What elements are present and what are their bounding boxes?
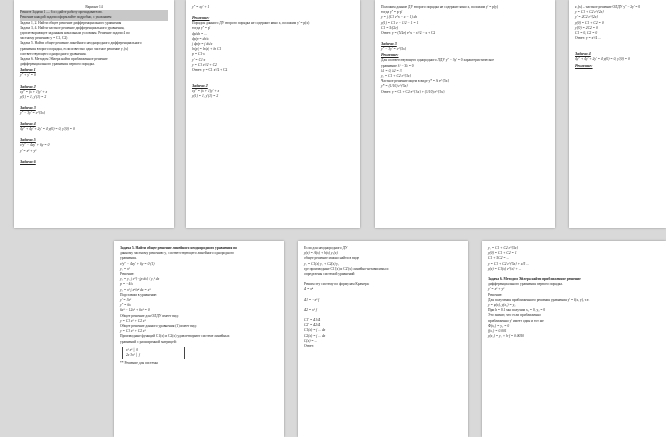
section-heading: Задача 5. Найти общее решение линейного неоднородного уравнения по [120, 246, 238, 250]
text-line: приближенно y' имеет один и тот же [488, 318, 544, 323]
text-line: Подставим в уравнение: [120, 292, 158, 297]
task-label: Задача 3 [381, 41, 397, 47]
task-label: Задача 4 [575, 51, 591, 57]
equation: y' = 2C2 e^{2x} [575, 15, 598, 20]
answer-line: Ответ: y = (5/2e) e^x − x²/2 − x + C2 [381, 31, 436, 36]
task-line: Задача 6. Методом Эйлера найти приближенное решение [20, 57, 108, 62]
equation: y = C1 x² + C2 x³ [120, 329, 146, 334]
equation: C1 = 0, C2 = 0 [575, 31, 598, 36]
equation: C2' = Δ2/Δ [304, 323, 321, 328]
task-label: Задача 1 [20, 67, 36, 73]
equation: y'' = 6x [120, 303, 131, 308]
task-line: удовлетворяющее заданным начальным условиям. Решение задачи 4 по [20, 31, 130, 36]
matrix-row: 2x 3x² │ f [126, 353, 140, 358]
answer-line: Ответ: y = C1 + C2 e^{3x} + (1/10) e^{5x} [381, 89, 445, 94]
equation: y = C1 x²/2 + C2 [192, 62, 217, 67]
equation: p = −4/x [120, 282, 133, 287]
note-line: y₁ = C1(x) y₁ + C2(x) y₂ [304, 261, 340, 266]
equation: y(0) = C1 + C2 = 1 [488, 251, 517, 256]
equation: y'' − 3y' = e^{5x} [381, 47, 407, 52]
intro-line-2: Решение каждой задачи оформляйте подробно, с указанием [20, 15, 168, 20]
text-line: Это значит, что если приближенно [488, 313, 541, 318]
equation: y₁ = x² [120, 266, 130, 271]
footer-note: ** Решение для системы [120, 361, 158, 366]
equation: f(x₁) = 0.001 [488, 329, 507, 334]
text-line: Положим данное ДУ второго порядка не содержит явно x, положим y' = p(y) [381, 5, 499, 9]
equation: y = C1 x² + C2 x³ [120, 318, 146, 323]
equation: C1' = Δ1/Δ [304, 318, 321, 323]
matrix-row: x² x³ │ 0 [126, 347, 139, 352]
task-line: соответствующего однородного уравнения. [20, 51, 87, 56]
equation: y' = x² + y² [488, 287, 505, 292]
task-label: Задача 5 [20, 137, 36, 143]
equation: C1 = 5/(2e) [381, 25, 398, 30]
equation: y₁ = C1 + C2 e^{5x} [488, 246, 518, 250]
equation: xy'' = (x + 1)y' + x [20, 89, 48, 94]
text-line: Производные функций C1(x) и C2(x) удовлетворяют системе линейных [120, 334, 230, 339]
text-line: Общее решение данного уравнения (1) имеет вид: [120, 324, 197, 329]
equation: p = C1·x [192, 52, 205, 57]
variant-title: Вариант 14 [85, 5, 103, 9]
equation: y₀ = C1 + C2 e^{3x} [381, 74, 411, 79]
equation: y = φ(x), y(x₀) = y₀ [488, 303, 516, 308]
equation: Ф(x₀) = y₀ = 0 [488, 323, 510, 328]
equation: dp/p = dx/x [192, 36, 209, 41]
equation: λ1 = 0, λ2 = 3 [381, 68, 402, 73]
task-line: уравнения второго порядка, если известно одно частное решение y₁(x) [20, 46, 129, 51]
equation: y = C1 + C2 e^{5x} + x/5 ... [488, 261, 529, 266]
solution-label: Решение: [192, 15, 210, 21]
equation: ln|p| = ln|x| + ln C1 [192, 47, 222, 52]
solution-label: Решение: [381, 52, 399, 58]
page-1 [14, 0, 174, 228]
equation: y' = x² + y² [20, 148, 37, 153]
answer-line: Ответ: [304, 344, 315, 349]
solution-label: Решение: [575, 62, 593, 68]
equation: y' = 3x² [120, 298, 132, 303]
task-label: Задача 3 [20, 105, 36, 111]
page-3 [375, 0, 555, 228]
intro-line-1: Решите Задачи 1 — 6 и сдайте работу преподавателю. [20, 10, 168, 15]
page-7 [482, 241, 666, 437]
answer-line: Ответ: y = x²/4 ... [575, 36, 601, 41]
task-line: Задача 1, 2. Найти общее решение дифференциального уравнения [20, 20, 122, 25]
equation: y(0) = C1 + C2 = 0 [575, 20, 604, 25]
equation: y'' = xy' + 1 [192, 5, 210, 9]
text-line: Частное решение ищем в виде y* = A e^{5x} [381, 79, 450, 84]
text-line: уравнения. [120, 256, 137, 261]
equation: 4y'' + 4y' + 2y' = 4 y(0) = 0, y'(0) = 0 [20, 127, 75, 132]
section-heading: Задача 6. Методом Эйлера найти приближенное решение [488, 277, 581, 282]
text-line: данному частному решению y₁ соответствующего линейного однородного [120, 251, 234, 256]
text-line: уравнение λ² − 3λ = 0 [381, 63, 414, 68]
equation: y = C1 + C2 e^{2x} [575, 10, 604, 15]
task-label: Задача 4 [20, 121, 36, 127]
equation: 6x³ − 12x³ + 6x³ = 0 [120, 308, 150, 313]
equation: C(x) = ... [304, 338, 318, 343]
note-line: Если для неоднородного ДУ [304, 246, 348, 250]
equation: y₂ = y₁ ∫ e^{−∫p dx} / y₁² dx [120, 277, 160, 282]
text-line: Решим эту систему по формулам Крамера: [304, 282, 370, 287]
equation: y* = (1/10) e^{5x} [381, 84, 408, 89]
equation: y = ∫ (C1 e^x − x − 1) dx [381, 15, 418, 20]
task-label: Задача 2 [20, 83, 36, 89]
page-4 [569, 0, 666, 228]
page-5 [114, 241, 284, 437]
note-line: определены системой уравнений [304, 272, 355, 277]
equation: y(x₂) = y₁ + h·f = 0.0050 [488, 334, 524, 339]
equation: Δ2 = x² f [304, 307, 317, 312]
augmented-matrix [122, 347, 185, 359]
note-line: общее решение можно найти в виде [304, 256, 360, 261]
solution-label: Решение: [488, 292, 503, 297]
equation: y'' − 3y' = e^{5x} [20, 111, 46, 116]
note-line: где производные C1'(x) и C2'(x) линейно-независимы и [304, 266, 389, 271]
equation: C1 + 5C2 = ... [488, 256, 510, 261]
equation: y'(0) = 2C2 = 0 [575, 25, 598, 30]
text-line: Для получения приближенного решения уравнения y' = f(x, y), т.е. [488, 297, 590, 302]
task-line: частному решению y = C1, C2) [20, 36, 68, 41]
page-6 [298, 241, 468, 437]
text-line: тогда y'' = p' [192, 26, 211, 31]
equation: xy'' = (x + 1)y' + x [192, 89, 220, 94]
answer-line: Ответ: y = C1 x²/2 + C2 [192, 68, 228, 73]
note-line: y(x) = A(x) + h(x) y₁(x) [304, 251, 338, 256]
equation: y'' + y' = 0 [20, 73, 36, 78]
text-line: Порядок данного ДУ второго порядка не содержит явно x, положим y' = p(x) [192, 21, 310, 26]
text-line: При h = 0.1 мы получим x₀ = 0, y₀ = 0 [488, 308, 546, 313]
equation: y₂ = x² ∫ x⁴/x⁴ dx = x³ [120, 287, 151, 292]
task-line: Задача 3, 4. Найти частное решение дифференциального уравнения, [20, 25, 125, 30]
solution-label: Решение: [120, 272, 135, 277]
task-line: Задача 5. Найти общее решение линейного неоднородного дифференциального [20, 41, 142, 46]
equation: y(1) = 1, y'(1) = 2 [192, 94, 219, 99]
equation: dp/dx = ... [192, 31, 207, 36]
text-line: дифференциального уравнения первого порядка. [488, 282, 563, 287]
page-2 [186, 0, 360, 228]
task-label: Задача 6 [20, 158, 36, 164]
equation: C1(x) = ∫ ... dx [304, 328, 326, 333]
equation: y(1) = 1, y'(1) = 2 [20, 94, 47, 99]
text-line: Для соответствующего однородного ЛДУ y'' − 3y' = 0 характеристическое [381, 58, 494, 63]
task-line: дифференциального уравнения первого порядка. [20, 62, 95, 67]
equation: ∫ dp/p = ∫ dx/x [192, 42, 213, 47]
equation: y' = C1·x [192, 57, 206, 62]
equation: x²y'' − 4xy' + 6y = 0 [20, 143, 50, 148]
equation: y(x) = C1(x) e^{x} + ... [488, 266, 522, 271]
text-line: z₁(x) – частное решение ОЛДУ y'' − 2y' = 0 [575, 5, 641, 9]
text-line: Общее решение для ОЛДУ имеет вид: [120, 313, 179, 318]
equation: 4y'' + 4y' + 2y' = 4 y(0) = 0, y'(0) = 0 [575, 57, 630, 62]
equation: C2(x) = ∫ ... dx [304, 333, 326, 338]
equation: Δ1 = −x³ f [304, 297, 320, 302]
text-line: тогда y'' = p·p' [381, 10, 403, 15]
task-label: Задача 2 [192, 83, 208, 89]
equation: y(1) = C1 e − 1/2 − 1 = 1 [381, 20, 419, 25]
equation: x²y'' − 4xy' + 6y = 0 (1) [120, 261, 155, 266]
equation: Δ = x⁴ [304, 287, 314, 292]
text-line: уравнений с расширенной матрицей: [120, 339, 177, 344]
